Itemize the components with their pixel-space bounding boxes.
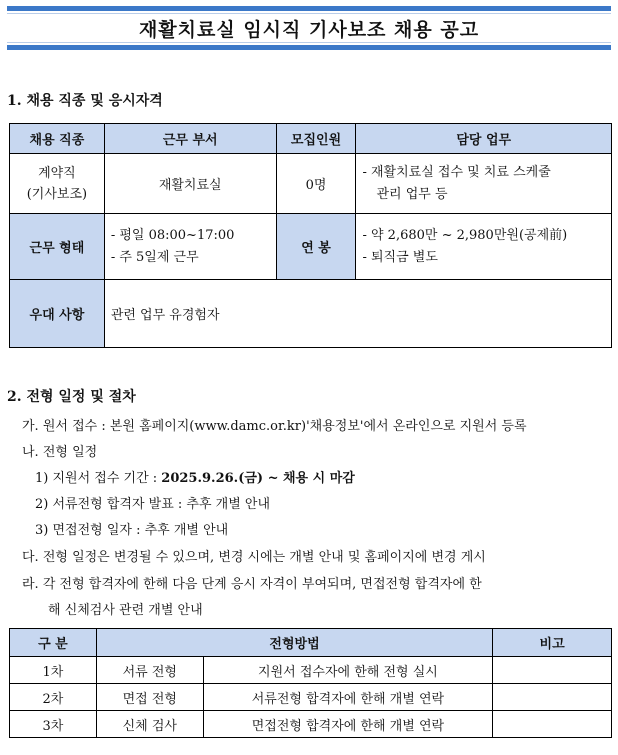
recruit-row	[10, 154, 612, 214]
table-row	[10, 684, 612, 711]
stage-cell: 1차	[10, 657, 97, 684]
job-type-cell	[10, 154, 105, 214]
note-cell	[493, 657, 612, 684]
title-banner	[7, 6, 611, 50]
salary-label: 연 봉	[276, 214, 356, 280]
stage-cell: 3차	[10, 711, 97, 738]
selection-header-row	[10, 629, 612, 657]
section2-heading: 2. 전형 일정 및 절차	[7, 389, 136, 405]
duty-cell	[356, 154, 612, 214]
salary-line1: - 약 2,680만 ~ 2,980만원(공제前)	[362, 227, 568, 243]
headcount-cell: 0명	[276, 154, 356, 214]
line-b: 나. 전형 일정	[22, 445, 98, 460]
page-title: 재활치료실 임시직 기사보조 채용 공고	[7, 13, 611, 43]
line-b1-prefix: 1) 지원서 접수 기간 :	[35, 471, 162, 486]
stage-cell: 2차	[10, 684, 97, 711]
duty-line1: - 재활치료실 접수 및 치료 스케줄	[362, 164, 551, 180]
line-c: 다. 전형 일정은 변경될 수 있으며, 변경 시에는 개별 안내 및 홈페이지에 변경 게시	[22, 550, 486, 565]
work-line2: - 주 5일제 근무	[110, 249, 199, 265]
desc-cell: 지원서 접수자에 한해 전형 실시	[203, 657, 492, 684]
recruit-header-row	[10, 124, 612, 154]
header-duty: 담당 업무	[356, 124, 612, 154]
salary-cell	[356, 214, 612, 280]
header-stage: 구 분	[10, 629, 97, 657]
section1-heading: 1. 채용 직종 및 응시자격	[7, 93, 163, 109]
header-method: 전형방법	[96, 629, 492, 657]
work-line1: - 평일 08:00~17:00	[110, 227, 235, 243]
work-cell	[104, 214, 276, 280]
selection-table	[9, 628, 612, 738]
line-b3: 3) 면접전형 일자 : 추후 개별 안내	[35, 523, 229, 538]
line-d1: 라. 각 전형 합격자에 한해 다음 단계 응시 자격이 부여되며, 면접전형 합격자에 한	[22, 577, 482, 592]
header-department: 근무 부서	[104, 124, 276, 154]
table-row	[10, 711, 612, 738]
table-row	[10, 657, 612, 684]
note-cell	[493, 684, 612, 711]
pref-value: 관련 업무 유경험자	[104, 280, 611, 348]
job-type-line2: (기사보조)	[26, 186, 88, 202]
header-headcount: 모집인원	[276, 124, 356, 154]
method-cell: 서류 전형	[96, 657, 203, 684]
salary-line2: - 퇴직금 별도	[362, 249, 438, 265]
work-row	[10, 214, 612, 280]
note-cell	[493, 711, 612, 738]
desc-cell: 서류전형 합격자에 한해 개별 연락	[203, 684, 492, 711]
desc-cell: 면접전형 합격자에 한해 개별 연락	[203, 711, 492, 738]
work-label: 근무 형태	[10, 214, 105, 280]
department-cell: 재활치료실	[104, 154, 276, 214]
line-b1	[35, 467, 355, 486]
pref-row	[10, 280, 612, 348]
recruit-info-table	[9, 123, 612, 348]
method-cell: 신체 검사	[96, 711, 203, 738]
method-cell: 면접 전형	[96, 684, 203, 711]
line-b1-period: 2025.9.26.(금) ~ 채용 시 마감	[161, 471, 355, 486]
job-type-line1: 계약직	[38, 165, 76, 181]
header-note: 비고	[493, 629, 612, 657]
line-a: 가. 원서 접수 : 본원 홈페이지(www.damc.or.kr)'채용정보'에서 온라인으로 지원서 등록	[22, 419, 527, 434]
header-job-type: 채용 직종	[10, 124, 105, 154]
line-d2: 해 신체검사 관련 개별 안내	[48, 603, 203, 618]
pref-label: 우대 사항	[10, 280, 105, 348]
duty-line2: 관리 업무 등	[376, 186, 448, 202]
line-b2: 2) 서류전형 합격자 발표 : 추후 개별 안내	[35, 497, 271, 512]
